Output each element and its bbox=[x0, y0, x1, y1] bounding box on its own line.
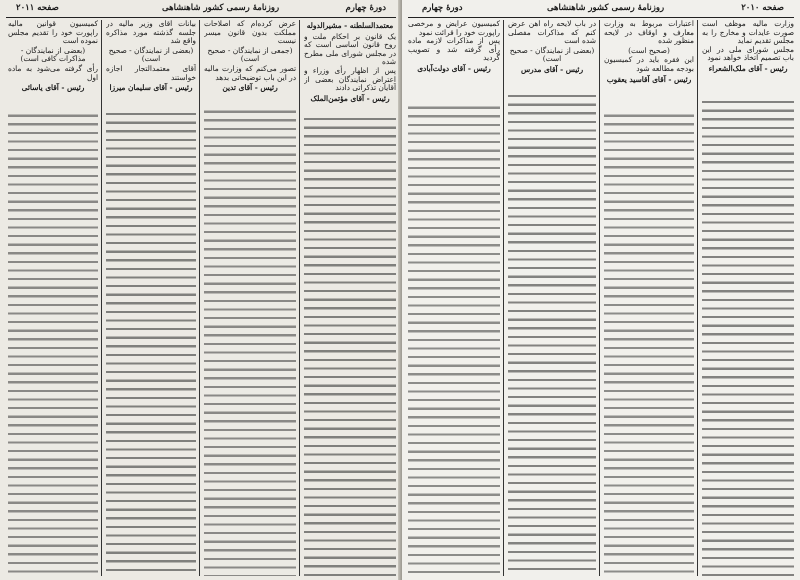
left-column-2 bbox=[204, 20, 296, 576]
right-section-label: دورهٔ چهارم bbox=[422, 3, 463, 13]
right-page-number: صفحه ۲۰۱۰ bbox=[741, 3, 784, 13]
column-text: عرض کرده‌ام که اصلاحات مملکت بدون قانون میسر نیست bbox=[204, 20, 296, 46]
left-page-number: صفحه ۲۰۱۱ bbox=[16, 3, 59, 13]
right-page bbox=[402, 0, 800, 580]
speaker-heading: رئیس - آقای یاسائی bbox=[21, 83, 85, 93]
column-text: مجلس شورای ملی در این باب تصمیم اتخاذ خواهد نمود bbox=[702, 44, 794, 63]
body-text-lines bbox=[106, 110, 196, 576]
column-text: بیانات آقای وزیر مالیه در جلسه گذشته مورد مذاکره واقع شد bbox=[106, 20, 196, 46]
right-columns bbox=[408, 20, 794, 576]
left-header-rule bbox=[6, 17, 396, 18]
column-text: کمیسیون عرایض و مرخصی راپورت خود را قرائت نمود bbox=[408, 20, 500, 37]
speaker-heading: رئیس - آقای سلیمان میرزا bbox=[109, 83, 193, 93]
column-text: پس از اظهار رأی وزراء و اعتراض نمایندگان بعضی از آقایان تذکراتی دادند bbox=[304, 65, 396, 93]
column-text: رأی گرفته می‌شود به ماده اول bbox=[8, 63, 98, 82]
body-text-lines bbox=[408, 104, 500, 576]
column-text: (جمعی از نمایندگان - صحیح است) bbox=[207, 45, 293, 64]
speaker-heading: رئیس - آقای تدین bbox=[222, 83, 278, 93]
body-text-lines bbox=[508, 92, 596, 576]
left-column-3 bbox=[106, 20, 196, 576]
column-divider bbox=[299, 20, 300, 576]
column-text: یک قانون بر احکام ملت و روح قانون اساسی است که در مجلس شورای ملی مطرح شده bbox=[304, 31, 396, 67]
column-divider bbox=[199, 20, 200, 576]
column-text: آقای معتمدالتجار اجازه خواستند bbox=[106, 63, 196, 82]
column-text: در باب لایحه راه آهن عرض کنم که مذاکرات مفصلی شده است bbox=[508, 20, 596, 46]
column-text: پس از مذاکرات لازمه ماده رأی گرفته شد و تصویب گردید bbox=[408, 36, 500, 63]
column-text: معتمدالسلطنه - مشیرالدوله bbox=[306, 21, 394, 30]
right-column-4 bbox=[408, 20, 500, 576]
speaker-heading: رئیس - آقای ملک‌الشعراء bbox=[708, 63, 788, 73]
right-page-header bbox=[408, 3, 794, 16]
left-columns bbox=[6, 20, 396, 576]
body-text-lines bbox=[204, 108, 296, 576]
column-text: (بعضی از نمایندگان - صحیح است) bbox=[108, 45, 194, 64]
column-divider bbox=[599, 20, 600, 576]
column-text: کمیسیون قوانین مالیه راپورت خود را تقدیم مجلس نموده است bbox=[8, 20, 98, 46]
right-header-rule bbox=[408, 17, 794, 18]
speaker-heading: رئیس - آقای دولت‌آبادی bbox=[417, 63, 491, 73]
speaker-heading: رئیس - آقای مؤتمن‌الملک bbox=[310, 93, 390, 103]
left-section-label: دورهٔ چهارم bbox=[345, 3, 386, 13]
speaker-heading: رئیس - آقای مدرس bbox=[520, 64, 584, 74]
left-column-1 bbox=[304, 20, 396, 576]
column-text: وزارت مالیه موظف است صورت عایدات و مخارج را به مجلس تقدیم نماید bbox=[702, 20, 794, 46]
column-text: تصور می‌کنم که وزارت مالیه در این باب توضیحاتی بدهد bbox=[204, 63, 296, 82]
body-text-lines bbox=[8, 112, 98, 576]
column-divider bbox=[101, 20, 102, 576]
body-text-lines bbox=[304, 115, 396, 576]
column-divider bbox=[697, 20, 698, 576]
column-divider bbox=[503, 20, 504, 576]
speaker-heading: رئیس - آقای آقاسید یعقوب bbox=[606, 74, 692, 84]
column-text: (بعضی از نمایندگان - مذاکرات کافی است) bbox=[20, 45, 86, 64]
column-text: اعتبارات مربوط به وزارت معارف و اوقاف در لایحه منظور شده bbox=[604, 20, 694, 46]
right-journal-title: روزنامهٔ رسمی کشور شاهنشاهی bbox=[546, 3, 665, 13]
column-text: این فقره باید در کمیسیون بودجه مطالعه شود bbox=[604, 55, 694, 73]
left-column-4 bbox=[8, 20, 98, 576]
right-column-1 bbox=[702, 20, 794, 576]
right-column-3 bbox=[508, 20, 596, 576]
right-column-2 bbox=[604, 20, 694, 576]
body-text-lines bbox=[702, 98, 794, 576]
column-text: (بعضی از نمایندگان - صحیح است) bbox=[509, 45, 595, 64]
left-page-header bbox=[6, 3, 396, 16]
body-text-lines bbox=[604, 112, 694, 576]
column-text: (صحیح است) bbox=[628, 45, 670, 55]
left-journal-title: روزنامهٔ رسمی کشور شاهنشاهی bbox=[162, 3, 280, 13]
